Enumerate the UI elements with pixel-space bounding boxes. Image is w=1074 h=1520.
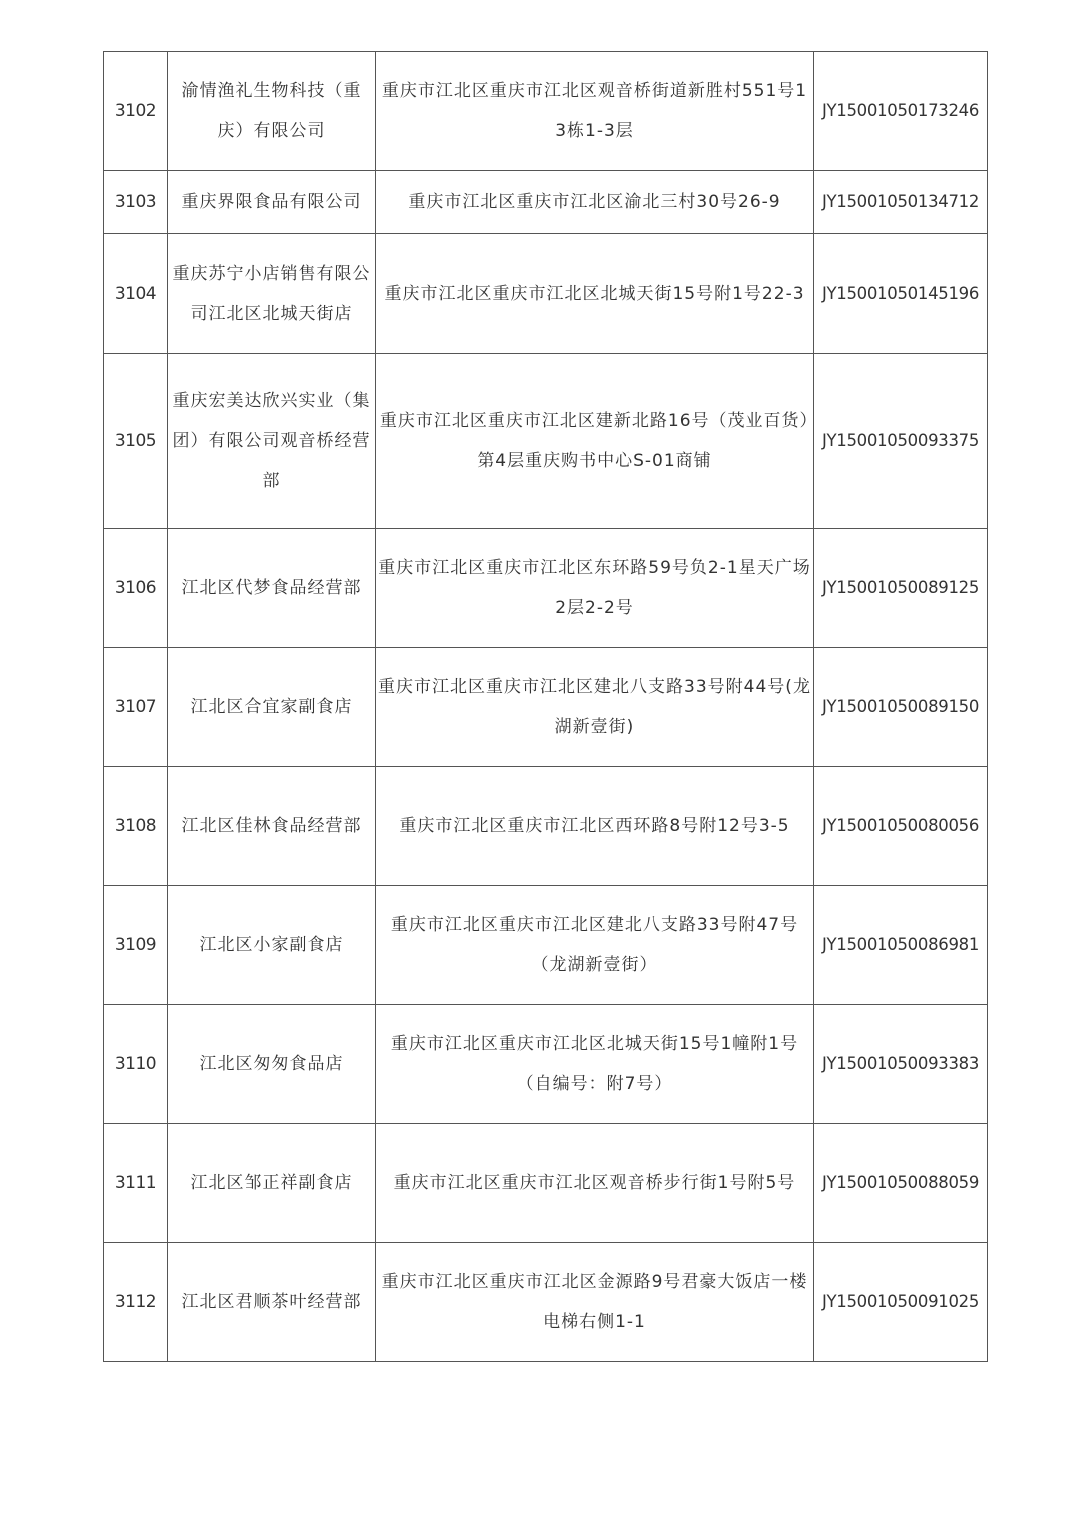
business-name: 重庆宏美达欣兴实业（集团）有限公司观音桥经营部 — [168, 354, 376, 529]
table-row — [104, 171, 988, 234]
license-number: JY15001050091025 — [814, 1243, 988, 1362]
business-address: 重庆市江北区重庆市江北区渝北三村30号26-9 — [376, 171, 814, 234]
row-number: 3102 — [104, 52, 168, 171]
business-address: 重庆市江北区重庆市江北区北城天街15号1幢附1号（自编号：附7号） — [376, 1005, 814, 1124]
license-number: JY15001050088059 — [814, 1124, 988, 1243]
business-address: 重庆市江北区重庆市江北区观音桥街道新胜村551号13栋1-3层 — [376, 52, 814, 171]
table-row — [104, 648, 988, 767]
table-row — [104, 1243, 988, 1362]
table-row — [104, 234, 988, 354]
business-name: 重庆界限食品有限公司 — [168, 171, 376, 234]
row-number: 3111 — [104, 1124, 168, 1243]
business-name: 重庆苏宁小店销售有限公司江北区北城天街店 — [168, 234, 376, 354]
license-number: JY15001050145196 — [814, 234, 988, 354]
license-number: JY15001050093375 — [814, 354, 988, 529]
row-number: 3109 — [104, 886, 168, 1005]
business-address: 重庆市江北区重庆市江北区建北八支路33号附44号(龙湖新壹街) — [376, 648, 814, 767]
business-license-table — [103, 51, 988, 1362]
business-address: 重庆市江北区重庆市江北区金源路9号君豪大饭店一楼电梯右侧1-1 — [376, 1243, 814, 1362]
row-number: 3104 — [104, 234, 168, 354]
table-row — [104, 886, 988, 1005]
license-number: JY15001050093383 — [814, 1005, 988, 1124]
business-address: 重庆市江北区重庆市江北区建北八支路33号附47号（龙湖新壹街） — [376, 886, 814, 1005]
license-number: JY15001050080056 — [814, 767, 988, 886]
table-row — [104, 767, 988, 886]
row-number: 3112 — [104, 1243, 168, 1362]
row-number: 3108 — [104, 767, 168, 886]
business-address: 重庆市江北区重庆市江北区东环路59号负2-1星天广场2层2-2号 — [376, 529, 814, 648]
license-number: JY15001050173246 — [814, 52, 988, 171]
business-name: 江北区合宜家副食店 — [168, 648, 376, 767]
license-number: JY15001050086981 — [814, 886, 988, 1005]
row-number: 3107 — [104, 648, 168, 767]
license-number: JY15001050134712 — [814, 171, 988, 234]
table-row — [104, 529, 988, 648]
row-number: 3103 — [104, 171, 168, 234]
table-row — [104, 52, 988, 171]
row-number: 3106 — [104, 529, 168, 648]
business-name: 江北区小家副食店 — [168, 886, 376, 1005]
row-number: 3110 — [104, 1005, 168, 1124]
business-name: 江北区君顺茶叶经营部 — [168, 1243, 376, 1362]
business-address: 重庆市江北区重庆市江北区观音桥步行街1号附5号 — [376, 1124, 814, 1243]
business-name: 江北区代梦食品经营部 — [168, 529, 376, 648]
table-row — [104, 1005, 988, 1124]
business-name: 江北区匆匆食品店 — [168, 1005, 376, 1124]
business-address: 重庆市江北区重庆市江北区建新北路16号（茂业百货）第4层重庆购书中心S-01商铺 — [376, 354, 814, 529]
business-address: 重庆市江北区重庆市江北区北城天街15号附1号22-3 — [376, 234, 814, 354]
row-number: 3105 — [104, 354, 168, 529]
license-number: JY15001050089125 — [814, 529, 988, 648]
business-name: 渝情渔礼生物科技（重庆）有限公司 — [168, 52, 376, 171]
business-address: 重庆市江北区重庆市江北区西环路8号附12号3-5 — [376, 767, 814, 886]
table-row — [104, 354, 988, 529]
table-row — [104, 1124, 988, 1243]
business-name: 江北区邹正祥副食店 — [168, 1124, 376, 1243]
license-number: JY15001050089150 — [814, 648, 988, 767]
business-name: 江北区佳林食品经营部 — [168, 767, 376, 886]
